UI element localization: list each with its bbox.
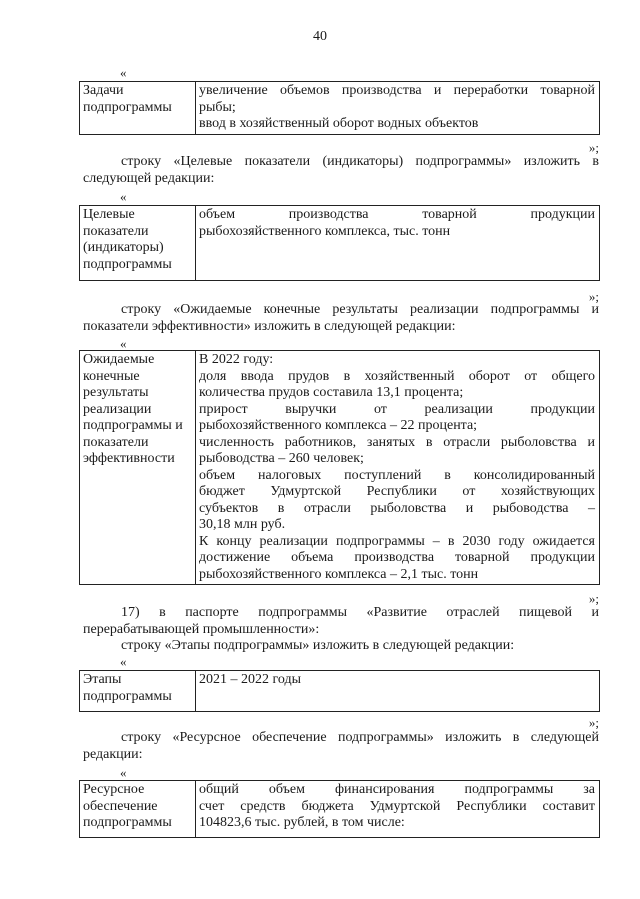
passport-table-indicators: [79, 205, 600, 281]
passport-table-results: [79, 350, 600, 585]
close-quote: »;: [588, 140, 599, 155]
value-line: В 2022 году:: [199, 352, 274, 367]
passport-table-stages: [79, 670, 600, 712]
passport-table-tasks: [79, 81, 600, 135]
value-line: 30,18 млн руб.: [199, 517, 286, 532]
value-line: рыбохозяйственного комплекса, тыс. тонн: [199, 223, 451, 239]
close-quote: »;: [588, 289, 599, 304]
open-quote: «: [120, 654, 127, 669]
value-line: объем налоговых поступлений в консолидированный: [199, 467, 595, 483]
row-value: [196, 351, 600, 585]
value-line: 104823,6 тыс. рублей, в том числе:: [199, 815, 405, 830]
open-quote: «: [120, 189, 127, 204]
row-label: Целевые показатели (индикаторы) подпрограммы: [80, 206, 196, 281]
value-line: рыбы;: [199, 99, 236, 115]
instruction-paragraph: [83, 638, 599, 655]
row-value: [196, 206, 600, 281]
open-quote: «: [120, 336, 127, 351]
paragraph-text: строку «Ресурсное обеспечение подпрограммы» изложить в следующей редакции:: [83, 730, 599, 762]
value-line: субъектов в отрасли рыболовства и рыбоводства –: [199, 500, 595, 516]
value-line: общий объем финансирования подпрограммы за: [199, 782, 595, 797]
value-line: численность работников, занятых в отрасли рыболовства и: [199, 434, 595, 450]
row-value: [196, 671, 600, 712]
value-line: объем производства товарной продукции: [199, 207, 595, 222]
instruction-paragraph: [83, 154, 599, 187]
instruction-paragraph: [83, 302, 599, 335]
value-line: доля ввода прудов в хозяйственный оборот от общего: [199, 368, 595, 384]
close-quote: »;: [588, 715, 599, 730]
paragraph-text: строку «Ожидаемые конечные результаты реализации подпрограммы и показатели эффективности» изложить в следующей редакции:: [83, 302, 599, 334]
page-number: 40: [313, 29, 327, 44]
value-line: рыбоводства – 260 человек;: [199, 451, 364, 466]
value-line: 2021 – 2022 годы: [199, 672, 302, 687]
row-label: Ожидаемые конечные результаты реализации подпрограммы и показатели эффективности: [80, 351, 196, 585]
paragraph-text: строку «Этапы подпрограммы» изложить в следующей редакции:: [121, 638, 515, 653]
row-label: Задачи подпрограммы: [80, 82, 196, 135]
row-value: [196, 781, 600, 838]
value-line: количества прудов составила 13,1 процента;: [199, 385, 464, 400]
instruction-paragraph: [83, 605, 599, 638]
value-line: рыбохозяйственного комплекса – 22 процента;: [199, 418, 478, 433]
value-line: прирост выручки от реализации продукции: [199, 401, 595, 417]
row-label: Ресурсное обеспечение подпрограммы: [80, 781, 196, 838]
row-label: Этапы подпрограммы: [80, 671, 196, 712]
row-value: [196, 82, 600, 135]
value-line: достижение объема производства товарной продукции: [199, 550, 595, 565]
value-line: ввод в хозяйственный оборот водных объектов: [199, 116, 479, 131]
value-line: увеличение объемов производства и переработки товарной: [199, 83, 595, 98]
value-line: рыбохозяйственного комплекса – 2,1 тыс. тонн: [199, 566, 479, 582]
open-quote: «: [120, 765, 127, 780]
paragraph-text: строку «Целевые показатели (индикаторы) подпрограммы» изложить в следующей редакции:: [83, 154, 599, 186]
paragraph-text: 17) в паспорте подпрограммы «Развитие отраслей пищевой и перерабатывающей промышленности»:: [83, 605, 599, 637]
open-quote: «: [120, 65, 127, 80]
instruction-paragraph: [83, 730, 599, 763]
value-line: бюджет Удмуртской Республики от хозяйствующих: [199, 484, 595, 499]
close-quote: »;: [588, 591, 599, 606]
value-line: К концу реализации подпрограммы – в 2030 году ожидается: [199, 533, 595, 549]
value-line: счет средств бюджета Удмуртской Республики составит: [199, 798, 595, 814]
passport-table-resources: [79, 780, 600, 838]
